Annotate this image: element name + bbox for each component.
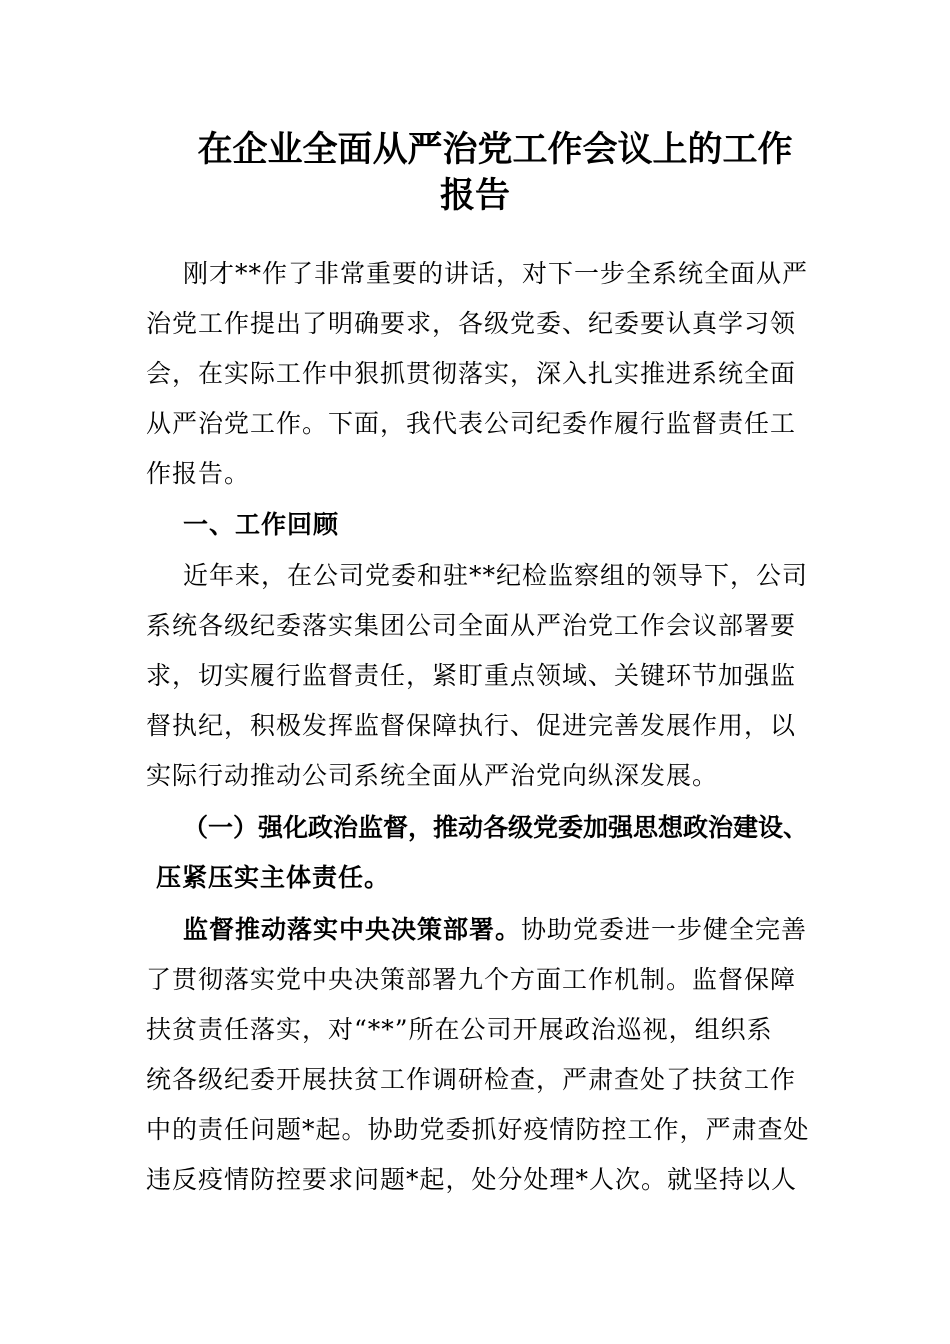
subsection-heading-line-1: （一）强化政治监督，推动各级党委加强思想政治建设、 <box>183 813 809 842</box>
document-title-line-2: 报告 <box>439 176 510 216</box>
paragraph-2-line-1: 近年来，在公司党委和驻**纪检监察组的领导下，公司 <box>183 561 809 590</box>
paragraph-3-lead: 监督推动落实中央决策部署。 <box>183 915 522 944</box>
document-title-line-1: 在企业全面从严治党工作会议上的工作 <box>197 130 793 170</box>
paragraph-1-line-1: 刚才**作了非常重要的讲话，对下一步全系统全面从严 <box>183 259 809 288</box>
paragraph-3-line-3: 扶贫责任落实，对“**”所在公司开展政治巡视，组织系 <box>146 1015 773 1044</box>
paragraph-1-line-2: 治党工作提出了明确要求，各级党委、纪委要认真学习领 <box>146 309 797 338</box>
subsection-heading-line-2: 压紧压实主体责任。 <box>156 863 391 892</box>
paragraph-1-line-5: 作报告。 <box>146 459 251 488</box>
paragraph-3-line-1-rest: 协助党委进一步健全完善 <box>521 915 808 944</box>
paragraph-3-line-1 <box>183 912 807 948</box>
paragraph-2-line-5: 实际行动推动公司系统全面从严治党向纵深发展。 <box>146 761 719 790</box>
paragraph-2-line-4: 督执纪，积极发挥监督保障执行、促进完善发展作用，以 <box>146 711 797 740</box>
paragraph-1-line-4: 从严治党工作。下面，我代表公司纪委作履行监督责任工 <box>146 409 797 438</box>
paragraph-1-line-3: 会，在实际工作中狠抓贯彻落实，深入扎实推进系统全面 <box>146 359 797 388</box>
section-heading-1: 一、工作回顾 <box>183 510 340 539</box>
paragraph-3-line-2: 了贯彻落实党中央决策部署九个方面工作机制。监督保障 <box>146 965 797 994</box>
paragraph-2-line-2: 系统各级纪委落实集团公司全面从严治党工作会议部署要 <box>146 611 797 640</box>
paragraph-3-line-5: 中的责任问题*起。协助党委抓好疫情防控工作，严肃查处 <box>146 1115 810 1144</box>
paragraph-2-line-3: 求，切实履行监督责任，紧盯重点领域、关键环节加强监 <box>146 661 797 690</box>
paragraph-3-line-4: 统各级纪委开展扶贫工作调研检查，严肃查处了扶贫工作 <box>146 1065 797 1094</box>
paragraph-3-line-6: 违反疫情防控要求问题*起，处分处理*人次。就坚持以人 <box>146 1165 798 1194</box>
